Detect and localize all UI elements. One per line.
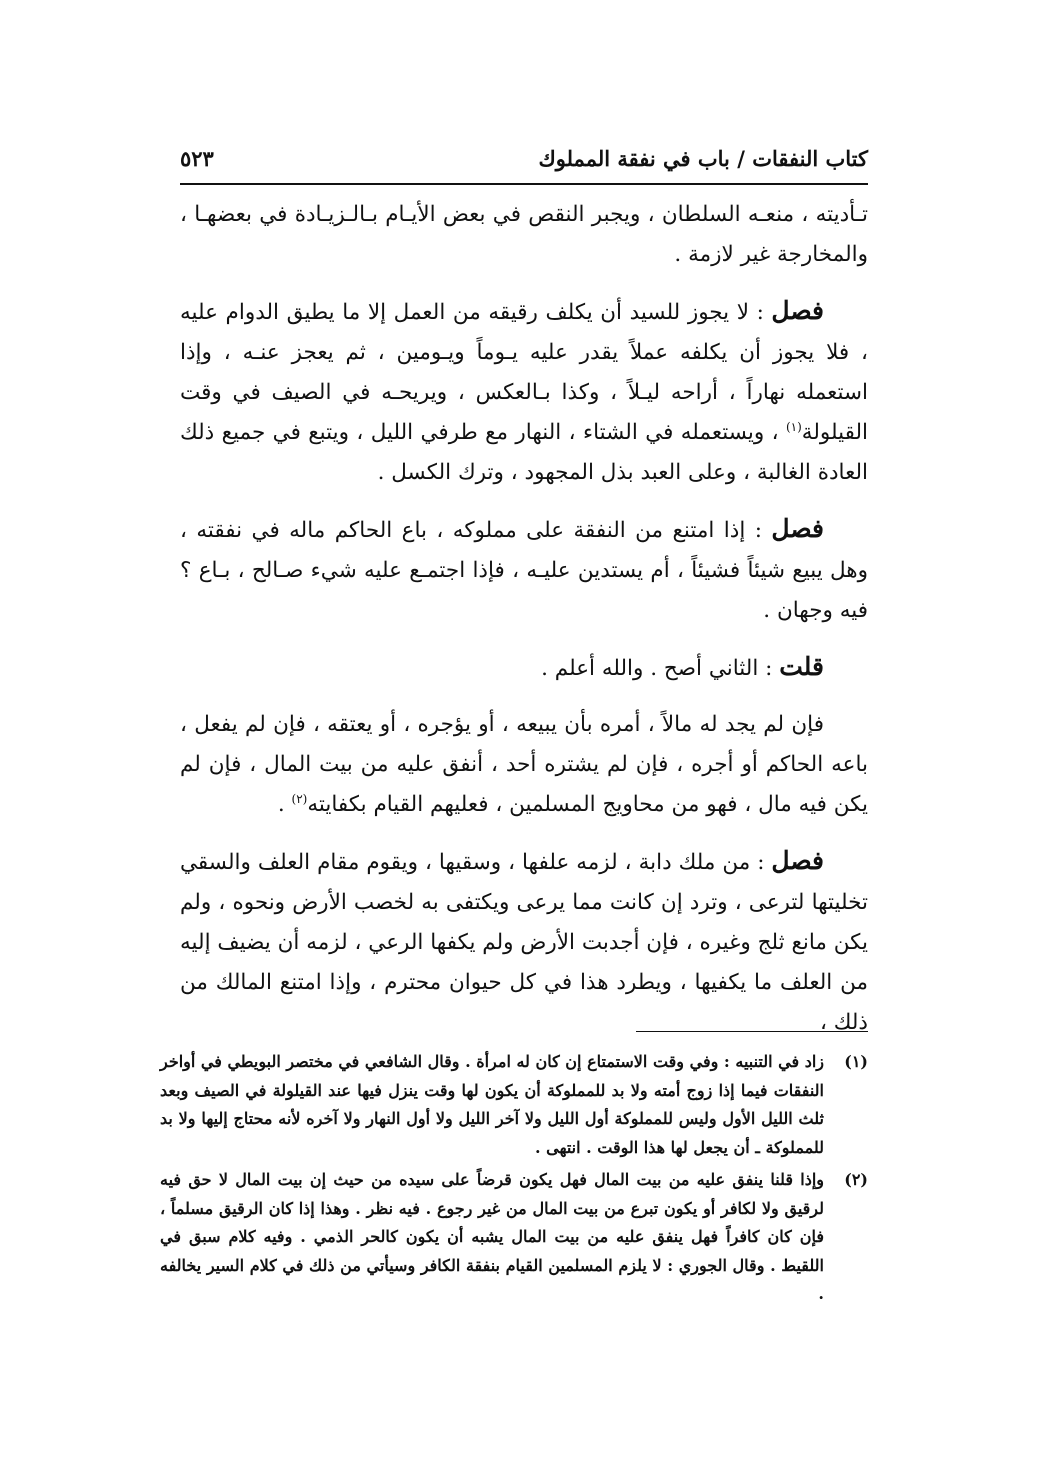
footnote-text: زاد في التنبيه : وفي وقت الاستمتاع إن كان له امرأة . وقال الشافعي في مختصر البويطي في أواخر النفقات فيما إذا زوج أمته ولا بد للمملوكة أن يكون لها وقت ينزل فيها عند القيلولة في الصيف وبعد ثلث الليل الأول وليس للمملوكة أول الليل ولا آخر الليل ولا أول النهار ولا آخره لأنه محتاج إليها ولا بد للمملوكة ـ أن يجعل لها هذا الوقت . انتهى . [159, 1052, 825, 1157]
main-text [180, 195, 868, 1059]
paragraph-3-text: : إذا امتنع من النفقة على مملوكه ، باع الحاكم ماله في نفقته ، وهل يبيع شيئاً فشيئاً ، أم يستدين عليـه ، فإذا اجتمـع عليه شيء صـالح ، بـاع ؟ فيه وجهان . [180, 518, 868, 623]
footnote-ref-1: (١) [785, 419, 802, 434]
footnote-divider [636, 1031, 868, 1032]
paragraph-2-text-b: ، ويستعمله في الشتاء ، النهار مع طرفي الليل ، ويتبع في جميع ذلك العادة الغالبة ، وعلى العبد بذل المجهود ، وترك الكسل . [180, 420, 868, 485]
paragraph-2-text-a: : لا يجوز للسيد أن يكلف رقيقه من العمل إلا ما يطيق الدوام عليه ، فلا يجوز أن يكلفه عملاً يقدر عليه يـوماً ويـومين ، ثم يعجز عنـه ، وإذا استعمله نهاراً ، أراحه ليـلاً ، وكذا بـالعكس ، ويريحـه في الصيف في وقت القيلولة [180, 300, 868, 445]
paragraph-3 [180, 509, 868, 631]
section-term: قلت [779, 652, 824, 681]
running-header [180, 140, 868, 180]
paragraph-5 [180, 705, 868, 825]
section-term: فصل [771, 296, 824, 325]
paragraph-4-text: : الثاني أصح . والله أعلم . [541, 656, 780, 681]
footnote-number: (١) [844, 1052, 868, 1071]
paragraph-2 [180, 291, 868, 493]
paragraph-5-text-b: . [277, 792, 292, 817]
section-term: فصل [771, 846, 824, 875]
paragraph-1-text: تـأديته ، منعـه السلطان ، ويجبر النقص في بعض الأيـام بـالـزيـادة في بعضهـا ، والمخارجة غير لازمة . [180, 202, 868, 267]
footnote-text: وإذا قلنا ينفق عليه من بيت المال فهل يكون قرضاً على سيده من حيث إن بيت المال لا حق فيه لرقيق ولا لكافر أو يكون تبرع من بيت المال من غير رجوع . فيه نظر . وهذا إذا كان الرقيق مسلماً ، فإن كان كافراً فهل ينفق عليه من بيت المال يشبه أن يكون كالحر الذمي . وفيه كلام سبق في اللقيط . وقال الجوري : لا يلزم المسلمين القيام بنفقة الكافر وسيأتي من ذلك في كلام السير يخالفه . [160, 1170, 825, 1303]
section-term: فصل [771, 514, 824, 543]
chapter-title: كتاب النفقات / باب في نفقة المملوك [538, 146, 868, 171]
page-number: ٥٢٣ [180, 146, 214, 171]
footnote-number: (٢) [844, 1170, 868, 1189]
header-divider [180, 183, 868, 185]
paragraph-4 [180, 647, 868, 689]
paragraph-6 [180, 841, 868, 1043]
footnote-2 [160, 1166, 868, 1309]
paragraph-5-text-a: فإن لم يجد له مالاً ، أمره بأن يبيعه ، أو يؤجره ، أو يعتقه ، فإن لم يفعل ، باعه الحاكم أو أجره ، فإن لم يشتره أحد ، أنفق عليه من بيت المال ، فإن لم يكن فيه مال ، فهو من محاويج المسلمين ، فعليهم القيام بكفايته [180, 712, 868, 817]
paragraph-6-text: : من ملك دابة ، لزمه علفها ، وسقيها ، ويقوم مقام العلف والسقي تخليتها لترعى ، وترد إن كانت مما يرعى ويكتفى به لخصب الأرض ونحوه ، ولم يكن مانع ثلج وغيره ، فإن أجدبت الأرض ولم يكفها الرعي ، لزمه أن يضيف إليه من العلف ما يكفيها ، ويطرد هذا في كل حيوان محترم ، وإذا امتنع المالك من ذلك ، [180, 850, 868, 1035]
paragraph-1 [180, 195, 868, 275]
footnotes [160, 1048, 868, 1313]
footnote-ref-2: (٢) [291, 791, 308, 806]
footnote-1 [160, 1048, 868, 1162]
